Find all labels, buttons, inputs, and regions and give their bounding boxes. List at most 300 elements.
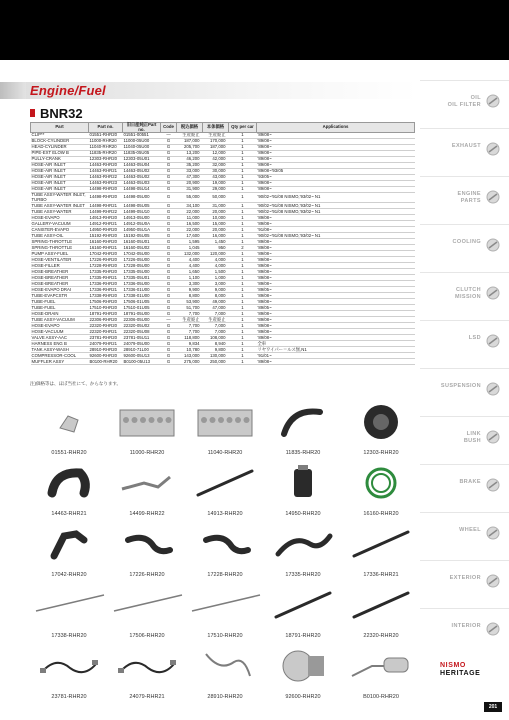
cell-part: HEAD-CYLINDER <box>31 145 89 151</box>
part-thumbnail <box>186 398 264 454</box>
cell-code: G <box>161 215 177 221</box>
cell-price: 20,000 <box>203 209 229 215</box>
cell-part: CANISTER-EVAPO <box>31 227 89 233</box>
cell-code: G <box>161 163 177 169</box>
cell-code: G <box>161 257 177 263</box>
cell-qty: 1 <box>229 317 257 323</box>
cell-price-tax: 53,900 <box>177 299 203 305</box>
cell-applications: '91/08~ <box>257 227 415 233</box>
part-thumbnail <box>264 398 342 454</box>
cell-part-no: 14498-RHR20 <box>89 187 123 193</box>
cell-part: GALLERY-VACUUM <box>31 221 89 227</box>
cell-applications: '89/08~ <box>257 151 415 157</box>
water-tube-icon <box>108 459 186 507</box>
cell-applications: '89/08~ <box>257 133 415 139</box>
cell-part: TUBE-FUEL <box>31 299 89 305</box>
part-thumbnail <box>186 459 264 515</box>
cell-qty: 1 <box>229 203 257 209</box>
cell-code: G <box>161 187 177 193</box>
cell-qty: 1 <box>229 335 257 341</box>
part-thumbnail <box>264 642 342 698</box>
cell-part-no: 14463-RHR20 <box>89 163 123 169</box>
fuel-pump-icon <box>30 520 108 568</box>
exhaust-icon <box>485 141 501 157</box>
cell-old-part-no: 14463-05U02 <box>123 169 161 175</box>
cell-part-no: 18791-RHR20 <box>89 311 123 317</box>
cell-old-part-no: 17335-05U00 <box>123 269 161 275</box>
cell-old-part-no: 16160-05U01 <box>123 239 161 245</box>
cell-price: 10,000 <box>203 215 229 221</box>
cell-qty: 1 <box>229 169 257 175</box>
column-header-code: Code <box>161 123 177 133</box>
page-number: 201 <box>484 702 502 712</box>
cell-code: G <box>161 341 177 347</box>
cell-price-tax: 51,700 <box>177 305 203 311</box>
cell-part: PULLY-CRANK <box>31 157 89 163</box>
cell-part: HOSE-VENTILATER <box>31 257 89 263</box>
cell-part: COMPRESSOR-COOL <box>31 353 89 359</box>
cell-price-tax: 22,000 <box>177 209 203 215</box>
cell-part: TUBE ASSY-WATER INLET <box>31 203 89 209</box>
cell-old-part-no: 14463-05U04 <box>123 163 161 169</box>
fuel-tube-icon <box>108 581 186 629</box>
table-row <box>31 359 415 365</box>
cell-applications: '89/08~ <box>257 245 415 251</box>
cell-qty: 1 <box>229 257 257 263</box>
part-thumbnail <box>30 520 108 576</box>
cell-applications: '90/02~'91/08 NISMO,'93/02~ N1 <box>257 193 415 203</box>
cell-part-no: 15192-RHR20 <box>89 233 123 239</box>
washer-tank-icon <box>186 642 264 690</box>
cell-code: — <box>161 133 177 139</box>
cell-part-no: 22320-RHR21 <box>89 329 123 335</box>
cell-qty: 1 <box>229 193 257 203</box>
cell-code: G <box>161 275 177 281</box>
cell-price: 12,000 <box>203 151 229 157</box>
cell-part-no: 14913-RHR20 <box>89 215 123 221</box>
cell-part-no: 17335-RHR21 <box>89 275 123 281</box>
cell-price-tax: 275,000 <box>177 359 203 365</box>
cell-applications: '89/08~ <box>257 263 415 269</box>
cell-applications: '90/02~'91/08 NISMO,'93/02~ N1 <box>257 209 415 215</box>
thumbnail-caption: 14950-RHR20 <box>285 511 321 517</box>
table-body <box>31 133 415 365</box>
nav-item-wheel[interactable] <box>420 512 509 560</box>
cell-qty: 1 <box>229 215 257 221</box>
cell-qty: 1 <box>229 139 257 145</box>
cell-part: HOSE-AIR INLET <box>31 175 89 181</box>
cell-applications: '89/08~ <box>257 275 415 281</box>
evapo-hose-icon <box>186 459 264 507</box>
cell-old-part-no: 23781-05U11 <box>123 335 161 341</box>
top-black-bar <box>0 0 509 60</box>
cell-code: G <box>161 323 177 329</box>
cell-price: 43,000 <box>203 175 229 181</box>
nav-item-interior[interactable] <box>420 608 509 656</box>
cell-code: G <box>161 347 177 353</box>
thumbnail-caption: 11835-RHR20 <box>285 450 321 456</box>
cell-part-no: B0100-RHR20 <box>89 359 123 365</box>
cell-qty: 1 <box>229 251 257 257</box>
cell-price: 8,000 <box>203 293 229 299</box>
thumbnail-caption: 16160-RHR20 <box>363 511 399 517</box>
cell-code: G <box>161 139 177 145</box>
suspension-icon <box>485 381 501 397</box>
cell-price-tax: 9,900 <box>177 287 203 293</box>
wheel-icon <box>485 525 501 541</box>
nav-item-label: LSD <box>468 335 481 341</box>
red-square-icon <box>30 109 35 117</box>
cell-qty: 1 <box>229 209 257 215</box>
cell-applications: '89/08~ <box>257 317 415 323</box>
cell-price: 49,000 <box>203 299 229 305</box>
thumbnail-caption: 14499-RHR22 <box>129 511 165 517</box>
cell-applications: '89/08~ <box>257 359 415 365</box>
cell-price: 950 <box>203 245 229 251</box>
cell-old-part-no: 11040-05U00 <box>123 145 161 151</box>
nav-item-exterior[interactable] <box>420 560 509 608</box>
nav-item-engine[interactable] <box>420 176 509 224</box>
cell-applications: '91/01~ <box>257 353 415 359</box>
parts-table <box>30 122 415 365</box>
column-header-old-part-no: 旧日産純正Part no. <box>123 123 161 133</box>
cell-code: G <box>161 305 177 311</box>
evapo-hose-icon <box>342 581 420 629</box>
cell-qty: 1 <box>229 287 257 293</box>
cell-qty: 1 <box>229 233 257 239</box>
evap-tube-icon <box>30 581 108 629</box>
cell-old-part-no: 14463-05U02 <box>123 175 161 181</box>
cell-applications: 全車 <box>257 341 415 347</box>
spring-icon <box>342 459 420 507</box>
cell-code: G <box>161 293 177 299</box>
cell-price-tax: 生産廃止 <box>177 133 203 139</box>
cell-code: G <box>161 329 177 335</box>
part-thumbnail <box>108 459 186 515</box>
cell-price-tax: 3,300 <box>177 281 203 287</box>
cell-part-no: 17338-RHR20 <box>89 293 123 299</box>
cell-old-part-no: 22306-05U00 <box>123 317 161 323</box>
cell-price-tax: 1,595 <box>177 239 203 245</box>
cell-part-no: 17042-RHR20 <box>89 251 123 257</box>
muffler-icon <box>342 642 420 690</box>
cell-price: 4,000 <box>203 263 229 269</box>
cell-part: TUBE-FUEL <box>31 305 89 311</box>
thumbnail-caption: 17336-RHR21 <box>363 572 399 578</box>
cell-part-no: 01551-RHR20 <box>89 133 123 139</box>
cell-old-part-no: 14499-05U10 <box>123 209 161 215</box>
thumbnail-caption: 24079-RHR21 <box>129 694 165 700</box>
brake-icon <box>485 477 501 493</box>
cell-old-part-no: 17506-01U05 <box>123 299 161 305</box>
part-thumbnail <box>186 520 264 576</box>
section-header-edge <box>0 82 26 99</box>
thumbnail-caption: 22320-RHR20 <box>363 633 399 639</box>
cell-old-part-no: 14498-05U05 <box>123 203 161 209</box>
cell-applications: '89/08~ <box>257 323 415 329</box>
thumbnail-caption: 17335-RHR20 <box>285 572 321 578</box>
cell-part-no: 14463-RHR22 <box>89 175 123 181</box>
cell-qty: 1 <box>229 353 257 359</box>
cell-old-part-no: 15192-05U05 <box>123 233 161 239</box>
cell-code: G <box>161 263 177 269</box>
nav-item-label: OIL OIL FILTER <box>447 95 481 108</box>
cell-part-no: 14912-RHR21 <box>89 221 123 227</box>
cell-qty: 1 <box>229 269 257 275</box>
part-thumbnail <box>264 581 342 637</box>
cell-part: HARNESS ENG B <box>31 341 89 347</box>
table-note: 注)価格等は、ほぼ当社にて、からなります。 <box>30 381 122 386</box>
cell-qty: 1 <box>229 293 257 299</box>
cell-part: PUMP ASSY-FUEL <box>31 251 89 257</box>
cell-code: G <box>161 299 177 305</box>
thumbnail-caption: 12303-RHR20 <box>363 450 399 456</box>
drain-hose-icon <box>264 581 342 629</box>
nav-item-label: EXTERIOR <box>449 575 481 581</box>
cell-code: G <box>161 287 177 293</box>
cell-old-part-no: B0100-05U13 <box>123 359 161 365</box>
cell-applications: '89/08~ <box>257 221 415 227</box>
column-header-qty: Qty per car <box>229 123 257 133</box>
nav-item-exhaust[interactable] <box>420 128 509 176</box>
cell-part: HOSE-DRAIN <box>31 311 89 317</box>
cell-qty: 1 <box>229 329 257 335</box>
cell-price-tax: 16,500 <box>177 221 203 227</box>
lsd-icon <box>485 333 501 349</box>
cell-old-part-no: 18791-05U00 <box>123 311 161 317</box>
cell-code: G <box>161 157 177 163</box>
filler-hose-icon <box>186 520 264 568</box>
cell-qty: 1 <box>229 221 257 227</box>
column-header-price: 本体価格 <box>203 123 229 133</box>
cell-old-part-no: 14498-05U00 <box>123 193 161 203</box>
thumbnail-caption: 17510-RHR20 <box>207 633 243 639</box>
cell-code: G <box>161 359 177 365</box>
part-thumbnail <box>264 459 342 515</box>
cell-applications: '89/05~ <box>257 287 415 293</box>
cell-price-tax: 10,780 <box>177 347 203 353</box>
cell-applications: '89/08~ <box>257 251 415 257</box>
thumbnail-caption: 11040-RHR20 <box>207 450 243 456</box>
cell-qty: 1 <box>229 311 257 317</box>
cell-price: 4,000 <box>203 257 229 263</box>
cell-price: 30,000 <box>203 169 229 175</box>
cell-price: 生産廃止 <box>203 317 229 323</box>
pulley-icon <box>342 398 420 446</box>
cell-qty: 2 <box>229 245 257 251</box>
cell-price-tax: 生産廃止 <box>177 317 203 323</box>
nav-item-link[interactable] <box>420 416 509 464</box>
cell-part: HOSE-BREATHER <box>31 281 89 287</box>
cell-qty: 1 <box>229 157 257 163</box>
cell-part-no: 22306-RHR20 <box>89 317 123 323</box>
cell-code: G <box>161 203 177 209</box>
cell-part-no: 11040-RHR20 <box>89 145 123 151</box>
cell-qty: 1 <box>229 239 257 245</box>
engine-block-icon <box>108 398 186 446</box>
thumbnail-caption: 28910-RHR20 <box>207 694 243 700</box>
nav-item-cooling[interactable] <box>420 224 509 272</box>
part-thumbnail <box>186 581 264 637</box>
cell-qty: 1 <box>229 145 257 151</box>
cell-old-part-no: 22320-05U08 <box>123 329 161 335</box>
cell-part-no: 28910-RHR20 <box>89 347 123 353</box>
elbow-pipe-icon <box>264 398 342 446</box>
cell-price: 120,000 <box>203 251 229 257</box>
nav-item-brake[interactable] <box>420 464 509 512</box>
cell-price: 15,000 <box>203 221 229 227</box>
cell-price-tax: 33,000 <box>177 169 203 175</box>
cell-price: 170,000 <box>203 139 229 145</box>
cell-applications: '89/08~ <box>257 215 415 221</box>
cell-part-no: 92600-RHR20 <box>89 353 123 359</box>
cell-part-no: 24079-RHR21 <box>89 341 123 347</box>
cell-price: 187,000 <box>203 145 229 151</box>
cell-applications: '90/02~'91/08 NISMO,'93/02~ N1 <box>257 233 415 239</box>
clip-icon <box>30 398 108 446</box>
cell-applications: '89/08~ <box>257 139 415 145</box>
cell-old-part-no: 14950-05U1A <box>123 227 161 233</box>
harness-icon <box>108 642 186 690</box>
cell-qty: 1 <box>229 133 257 139</box>
cell-price: 9,000 <box>203 287 229 293</box>
interior-icon <box>485 621 501 637</box>
thumbnail-caption: 01551-RHR20 <box>51 450 87 456</box>
cell-part-no: 22320-RHR20 <box>89 323 123 329</box>
cell-price-tax: 55,000 <box>177 193 203 203</box>
drain-hose-icon <box>342 520 420 568</box>
cell-price: 47,000 <box>203 305 229 311</box>
cell-price-tax: 22,000 <box>177 227 203 233</box>
cell-old-part-no: 14498-05U14 <box>123 187 161 193</box>
compressor-icon <box>264 642 342 690</box>
brand-line-2: HERITAGE <box>440 670 481 677</box>
nav-item-label: EXHAUST <box>451 143 481 149</box>
cell-applications: '89/08~ <box>257 257 415 263</box>
cell-part: SPRING-THROTTLE <box>31 245 89 251</box>
cell-applications: '89/08~ <box>257 187 415 193</box>
cell-applications: '89/08~ <box>257 293 415 299</box>
cell-part-no: 17336-RHR21 <box>89 287 123 293</box>
cell-old-part-no: 17336-05U00 <box>123 281 161 287</box>
nav-item-clutch[interactable] <box>420 272 509 320</box>
cell-price: 7,000 <box>203 311 229 317</box>
cooling-icon <box>485 237 501 253</box>
cell-part: HOSE-EVAPO DRAI <box>31 287 89 293</box>
cell-price-tax: 187,000 <box>177 139 203 145</box>
section-title: Engine/Fuel <box>30 83 106 98</box>
cell-applications: '89/08~ <box>257 329 415 335</box>
nav-item-oil[interactable] <box>420 80 509 128</box>
cell-old-part-no: 14912-05U0A <box>123 221 161 227</box>
cell-code: G <box>161 311 177 317</box>
nav-item-label: COOLING <box>452 239 481 245</box>
cell-applications: '89/08~ <box>257 181 415 187</box>
cell-applications: '89/08~ <box>257 269 415 275</box>
cell-part-no: 11835-RHR20 <box>89 151 123 157</box>
cell-applications: '89/08~ <box>257 281 415 287</box>
cell-qty: 1 <box>229 263 257 269</box>
cell-old-part-no: 17335-05U01 <box>123 275 161 281</box>
cell-part: TUBE ASSY-WATER INLET, TURBO <box>31 193 89 203</box>
nav-item-suspension[interactable] <box>420 368 509 416</box>
cell-code: G <box>161 335 177 341</box>
cell-old-part-no: 17228-05U00 <box>123 263 161 269</box>
cell-price: 20,000 <box>203 227 229 233</box>
cell-price-tax: 47,300 <box>177 175 203 181</box>
cell-qty: 1 <box>229 181 257 187</box>
cell-price-tax: 1,045 <box>177 245 203 251</box>
cell-part-no: 14498-RHR21 <box>89 203 123 209</box>
cell-part-no: 16160-RHR21 <box>89 245 123 251</box>
table-header-row <box>31 123 415 133</box>
cell-price: 7,000 <box>203 323 229 329</box>
part-thumbnail <box>342 581 420 637</box>
cell-part-no: 14499-RHR22 <box>89 209 123 215</box>
cell-code: G <box>161 251 177 257</box>
part-thumbnail <box>342 642 420 698</box>
cell-part: MUFFLER ASSY <box>31 359 89 365</box>
cell-price: 9,800 <box>203 347 229 353</box>
cell-code: G <box>161 169 177 175</box>
canister-icon <box>264 459 342 507</box>
cell-old-part-no: 14913-05U00 <box>123 215 161 221</box>
thumbnail-caption: 11000-RHR20 <box>129 450 165 456</box>
cell-part: SPRING-THROTTLE <box>31 239 89 245</box>
column-header-part-no: Part no. <box>89 123 123 133</box>
cell-code: — <box>161 317 177 323</box>
cell-price-tax: 20,900 <box>177 181 203 187</box>
part-thumbnail <box>108 581 186 637</box>
cell-qty: 1 <box>229 151 257 157</box>
cell-qty: 1 <box>229 175 257 181</box>
cell-applications: '89/08~ <box>257 157 415 163</box>
cell-qty: 1 <box>229 275 257 281</box>
cell-part: HOSE-VACUUM <box>31 329 89 335</box>
cell-code: G <box>161 245 177 251</box>
thumbnail-caption: 17506-RHR20 <box>129 633 165 639</box>
nav-item-lsd[interactable] <box>420 320 509 368</box>
cell-old-part-no: 11835-05U05 <box>123 151 161 157</box>
cell-code: G <box>161 209 177 215</box>
nav-item-label: ENGINE PARTS <box>457 191 481 204</box>
cell-part-no: 16160-RHR20 <box>89 239 123 245</box>
part-thumbnail <box>30 459 108 515</box>
cell-price: 1,450 <box>203 239 229 245</box>
engine-parts-icon <box>485 189 501 205</box>
cell-part: HOSE-EVAPO <box>31 215 89 221</box>
part-thumbnail <box>108 642 186 698</box>
cell-price-tax: 17,600 <box>177 233 203 239</box>
cell-applications: '89/08~ <box>257 163 415 169</box>
nav-item-label: BRAKE <box>459 479 481 485</box>
cell-code: G <box>161 239 177 245</box>
cell-part-no: 14498-RHR20 <box>89 193 123 203</box>
cell-price-tax: 9,834 <box>177 341 203 347</box>
cell-old-part-no: 12303-05U01 <box>123 157 161 163</box>
cell-old-part-no: 17338-01U00 <box>123 293 161 299</box>
cell-price: 42,000 <box>203 157 229 163</box>
cell-part: TUBE ASSY-OIL <box>31 233 89 239</box>
cell-part-no: 23781-RHR20 <box>89 335 123 341</box>
cell-price: 50,000 <box>203 193 229 203</box>
cell-part: PIPE-EXT ELOW B <box>31 151 89 157</box>
cell-price: 1,000 <box>203 275 229 281</box>
cell-part-no: 14463-RHR23 <box>89 181 123 187</box>
cell-price-tax: 34,100 <box>177 203 203 209</box>
cell-price-tax: 13,200 <box>177 151 203 157</box>
cell-code: G <box>161 269 177 275</box>
